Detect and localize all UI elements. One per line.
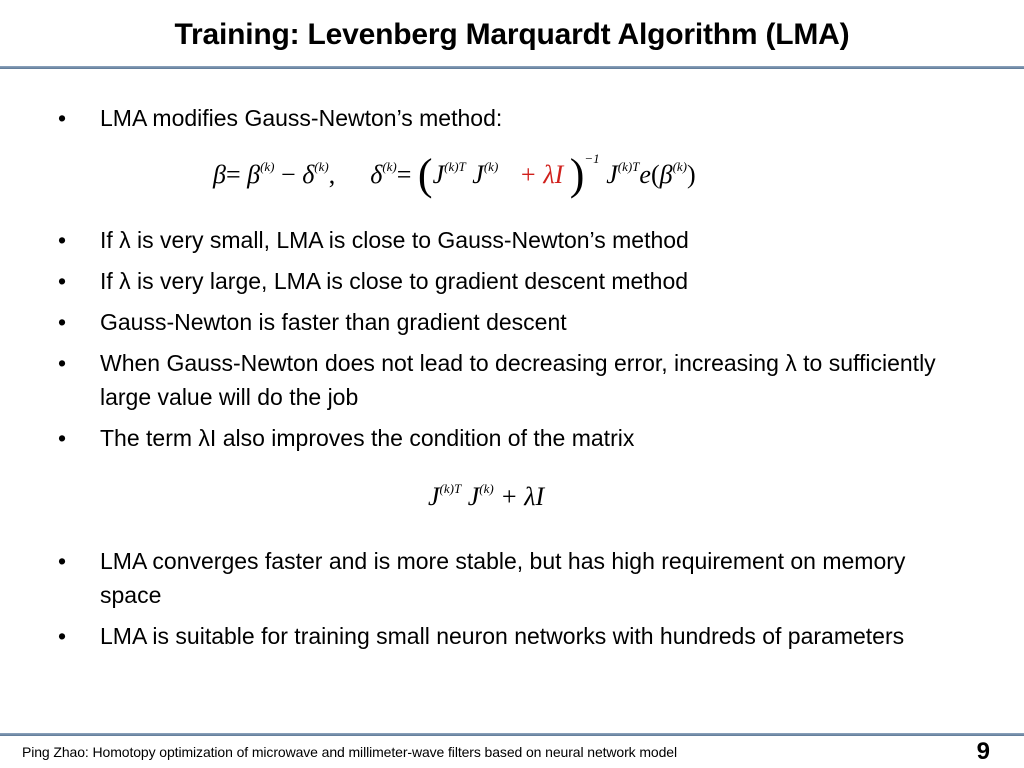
- eq-J: J: [606, 160, 618, 189]
- bullet-marker: •: [58, 350, 67, 376]
- eq-big-lparen: (: [417, 150, 433, 199]
- eq-beta-k: β: [247, 160, 261, 189]
- footer-citation: Ping Zhao: Homotopy optimization of microwave and millimeter-wave filters based on neural network model: [22, 744, 678, 760]
- eq-e: e: [639, 160, 651, 189]
- eq-kT-sup: (k)T: [444, 159, 466, 175]
- bullet-text: LMA converges faster and is more stable, but has high requirement on memory space: [100, 548, 906, 608]
- eq-kT-sup: (k)T: [617, 159, 640, 175]
- eq-comma: ,: [328, 160, 336, 189]
- eq-J: J: [472, 160, 484, 189]
- bullet-text: LMA modifies Gauss-Newton’s method:: [100, 105, 503, 131]
- eq2-lambda-I: + λI: [500, 482, 545, 511]
- eq-delta-k: δ: [302, 160, 315, 189]
- eq2-kT-sup: (k)T: [439, 481, 462, 497]
- eq2-k-sup: (k): [479, 481, 494, 497]
- bullet-text: LMA is suitable for training small neuron networks with hundreds of parameters: [100, 623, 905, 649]
- eq-J: J: [432, 160, 445, 189]
- page-number: 9: [976, 738, 990, 765]
- bullet-text: If λ is very large, LMA is close to gradient descent method: [100, 268, 689, 294]
- eq-k-sup: (k): [382, 159, 397, 175]
- eq-k-sup: (k): [483, 159, 499, 175]
- bullet-text: Gauss-Newton is faster than gradient descent: [100, 309, 567, 335]
- eq-lparen: (: [650, 160, 660, 189]
- eq-k-sup: (k): [672, 159, 688, 175]
- bullet-text: The term λI also improves the condition of the matrix: [100, 425, 635, 451]
- bullet-marker: •: [58, 227, 67, 253]
- bullet-marker: •: [58, 623, 67, 649]
- eq-big-rparen: ): [569, 150, 585, 199]
- eq-beta: β: [213, 160, 226, 189]
- title-divider: [0, 66, 1024, 69]
- lma-update-equation: [213, 150, 696, 199]
- eq-equals: =: [396, 160, 412, 189]
- eq-k-sup: (k): [314, 159, 329, 175]
- bullet-marker: •: [58, 268, 67, 294]
- eq-rparen: ): [687, 160, 696, 189]
- eq2-J: J: [428, 482, 440, 511]
- bullet-marker: •: [58, 309, 67, 335]
- eq-inverse-sup: −1: [584, 151, 600, 167]
- eq-minus: −: [281, 160, 296, 189]
- footer-divider: [0, 733, 1024, 736]
- bullet-text: When Gauss-Newton does not lead to decreasing error, increasing λ to sufficiently large value will do the job: [100, 350, 936, 410]
- eq-beta-k: β: [659, 160, 673, 189]
- slide-title: Training: Levenberg Marquardt Algorithm (LMA): [174, 18, 850, 51]
- bullet-text: If λ is very small, LMA is close to Gauss-Newton’s method: [100, 227, 689, 253]
- eq-k-sup: (k): [260, 159, 275, 175]
- bullet-marker: •: [58, 548, 67, 574]
- eq-delta-k: δ: [370, 160, 383, 189]
- bullet-marker: •: [58, 425, 67, 451]
- eq-equals: =: [225, 160, 241, 189]
- eq-lambda-I: + λI: [519, 160, 564, 189]
- eq2-J: J: [467, 482, 480, 511]
- condition-matrix-equation: [428, 482, 544, 512]
- bullet-marker: •: [58, 105, 67, 131]
